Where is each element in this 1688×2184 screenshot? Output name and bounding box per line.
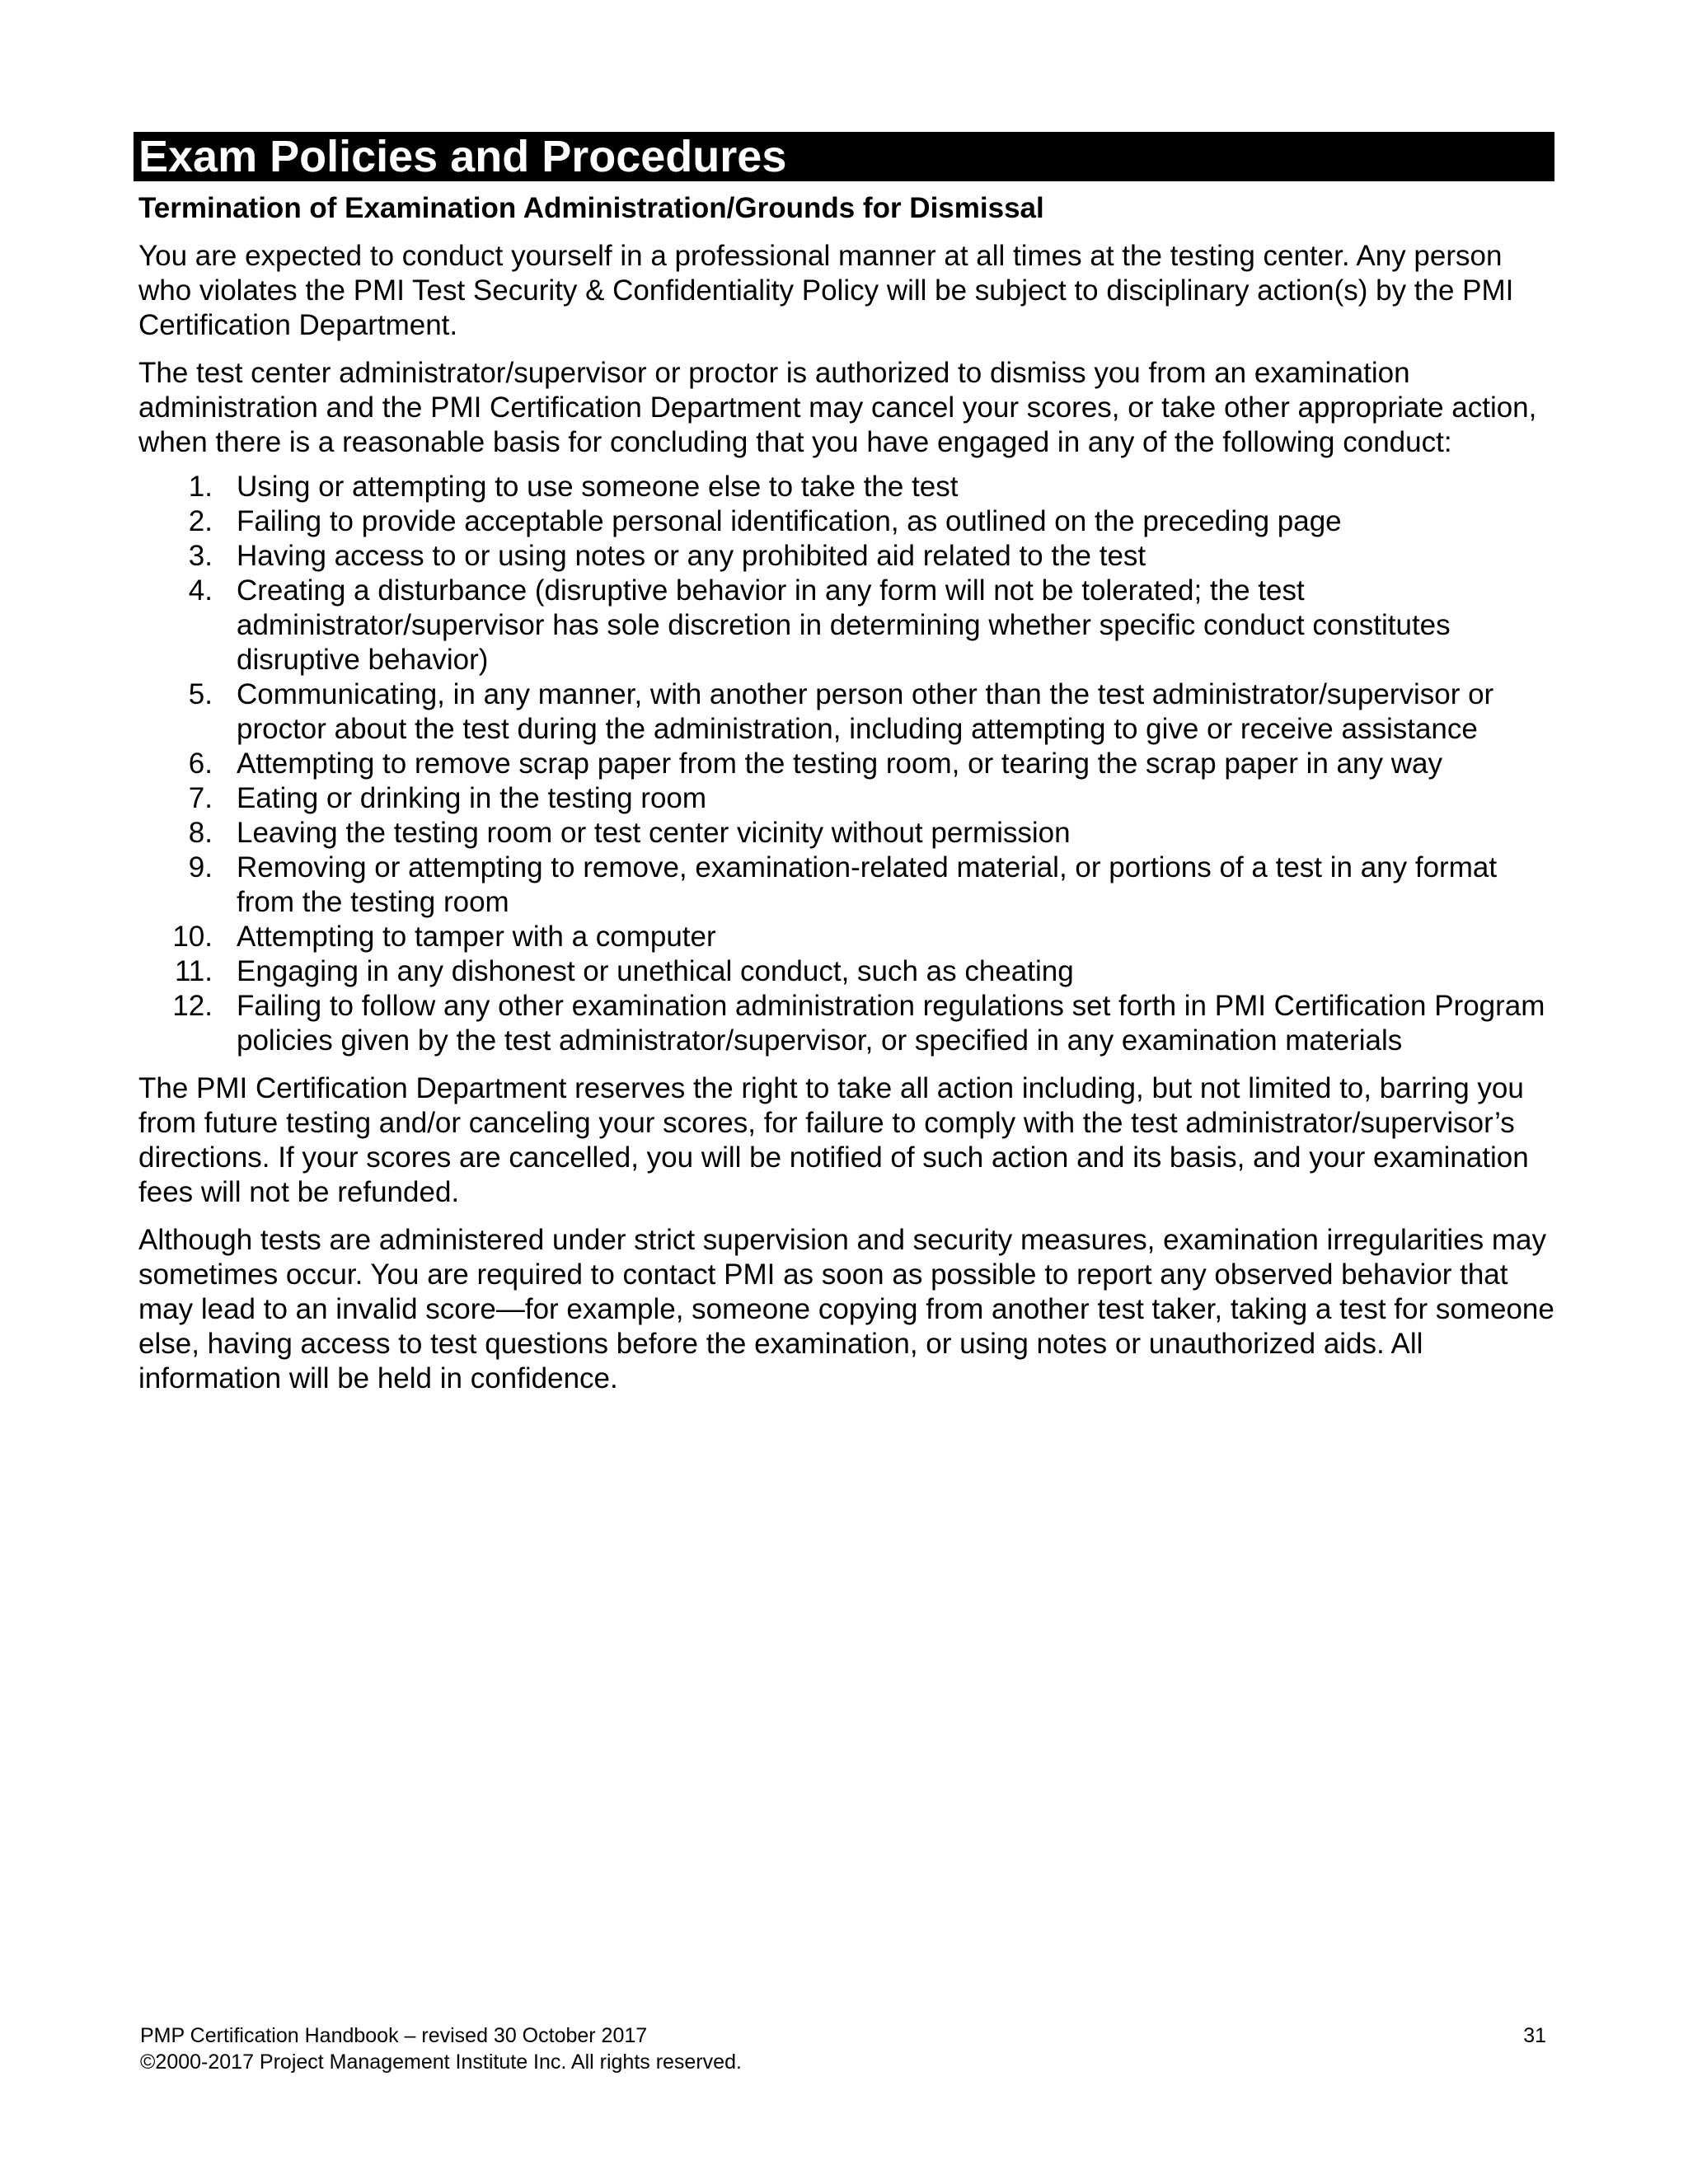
paragraph-conduct-expectation: You are expected to conduct yourself in a professional manner at all times at the testing center. Any person who violates the PMI Test Security & Confidentiality Policy will be subject to disciplinary action(s) by the PMI Certification Department.: [138, 240, 1514, 341]
list-item-number: 10.: [172, 921, 213, 953]
list-item-number: 4.: [188, 574, 213, 607]
page-footer: [140, 2022, 1546, 2075]
list-item-number: 9.: [188, 851, 213, 883]
footer-copyright: ©2000-2017 Project Management Institute Inc. All rights reserved.: [140, 2050, 742, 2074]
page-number: 31: [1523, 2024, 1546, 2047]
list-item: [134, 989, 1554, 1058]
section-title: Exam Policies and Procedures: [134, 132, 1554, 181]
list-item-number: 2.: [188, 505, 213, 537]
document-page: [134, 132, 1554, 1396]
list-item-number: 7.: [188, 782, 213, 814]
list-item: [134, 920, 1554, 954]
list-item-text: Using or attempting to use someone else to take the test: [237, 471, 959, 503]
list-item-text: Engaging in any dishonest or unethical conduct, such as cheating: [237, 955, 1074, 987]
list-item: [134, 574, 1554, 677]
list-item-text: Creating a disturbance (disruptive behavior in any form will not be tolerated; the test administrator/supervisor has sole discretion in determining whether specific conduct constitutes disruptive behavior): [237, 574, 1451, 676]
paragraph-dismissal-authority: The test center administrator/supervisor or proctor is authorized to dismiss you from an examination administration and the PMI Certification Department may cancel your scores, or take other appropriate action, when there is a reasonable basis for concluding that you have engaged in any of the following conduct:: [138, 357, 1537, 458]
list-item-text: Attempting to remove scrap paper from the testing room, or tearing the scrap paper in any way: [237, 748, 1442, 780]
list-item-text: Having access to or using notes or any prohibited aid related to the test: [237, 540, 1146, 572]
footer-handbook-revision: PMP Certification Handbook – revised 30 October 2017: [140, 2024, 648, 2047]
list-item-number: 6.: [188, 748, 213, 780]
list-item: [134, 816, 1554, 851]
list-item: [134, 470, 1554, 504]
list-item-text: Attempting to tamper with a computer: [237, 921, 716, 953]
subheading: Termination of Examination Administration/Grounds for Dismissal: [138, 192, 1044, 224]
paragraph-irregularities: Although tests are administered under strict supervision and security measures, examination irregularities may sometimes occur. You are required to contact PMI as soon as possible to report any observed behavior that may lead to an invalid score—for example, someone copying from another test taker, taking a test for someone else, having access to test questions before the examination, or using notes or unauthorized aids. All information will be held in confidence.: [138, 1224, 1554, 1394]
list-item: [134, 504, 1554, 539]
list-item-number: 11.: [174, 955, 213, 987]
list-item: [134, 954, 1554, 989]
list-item-text: Failing to provide acceptable personal identification, as outlined on the preceding page: [237, 505, 1342, 537]
list-item-text: Communicating, in any manner, with another person other than the test administrator/supervisor or proctor about the test during the administration, including attempting to give or receive assistance: [237, 678, 1494, 745]
list-item-number: 8.: [188, 817, 213, 849]
list-item-text: Leaving the testing room or test center vicinity without permission: [237, 817, 1071, 849]
list-item-number: 12.: [172, 990, 213, 1022]
list-item: [134, 781, 1554, 816]
list-item: [134, 677, 1554, 747]
list-item-text: Eating or drinking in the testing room: [237, 782, 707, 814]
paragraph-department-rights: The PMI Certification Department reserves the right to take all action including, but not limited to, barring you from future testing and/or canceling your scores, for failure to comply with the test administrator/supervisor’s directions. If your scores are cancelled, you will be notified of such action and its basis, and your examination fees will not be refunded.: [138, 1072, 1529, 1208]
list-item-text: Removing or attempting to remove, examination-related material, or portions of a test in any format from the testing room: [237, 851, 1498, 918]
conduct-list: [134, 470, 1554, 1058]
list-item-text: Failing to follow any other examination administration regulations set forth in PMI Certification Program policies given by the test administrator/supervisor, or specified in any examination materials: [237, 990, 1545, 1057]
list-item-number: 1.: [188, 471, 213, 503]
list-item: [134, 851, 1554, 920]
list-item-number: 5.: [188, 678, 213, 710]
list-item-number: 3.: [188, 540, 213, 572]
list-item: [134, 539, 1554, 574]
list-item: [134, 747, 1554, 781]
